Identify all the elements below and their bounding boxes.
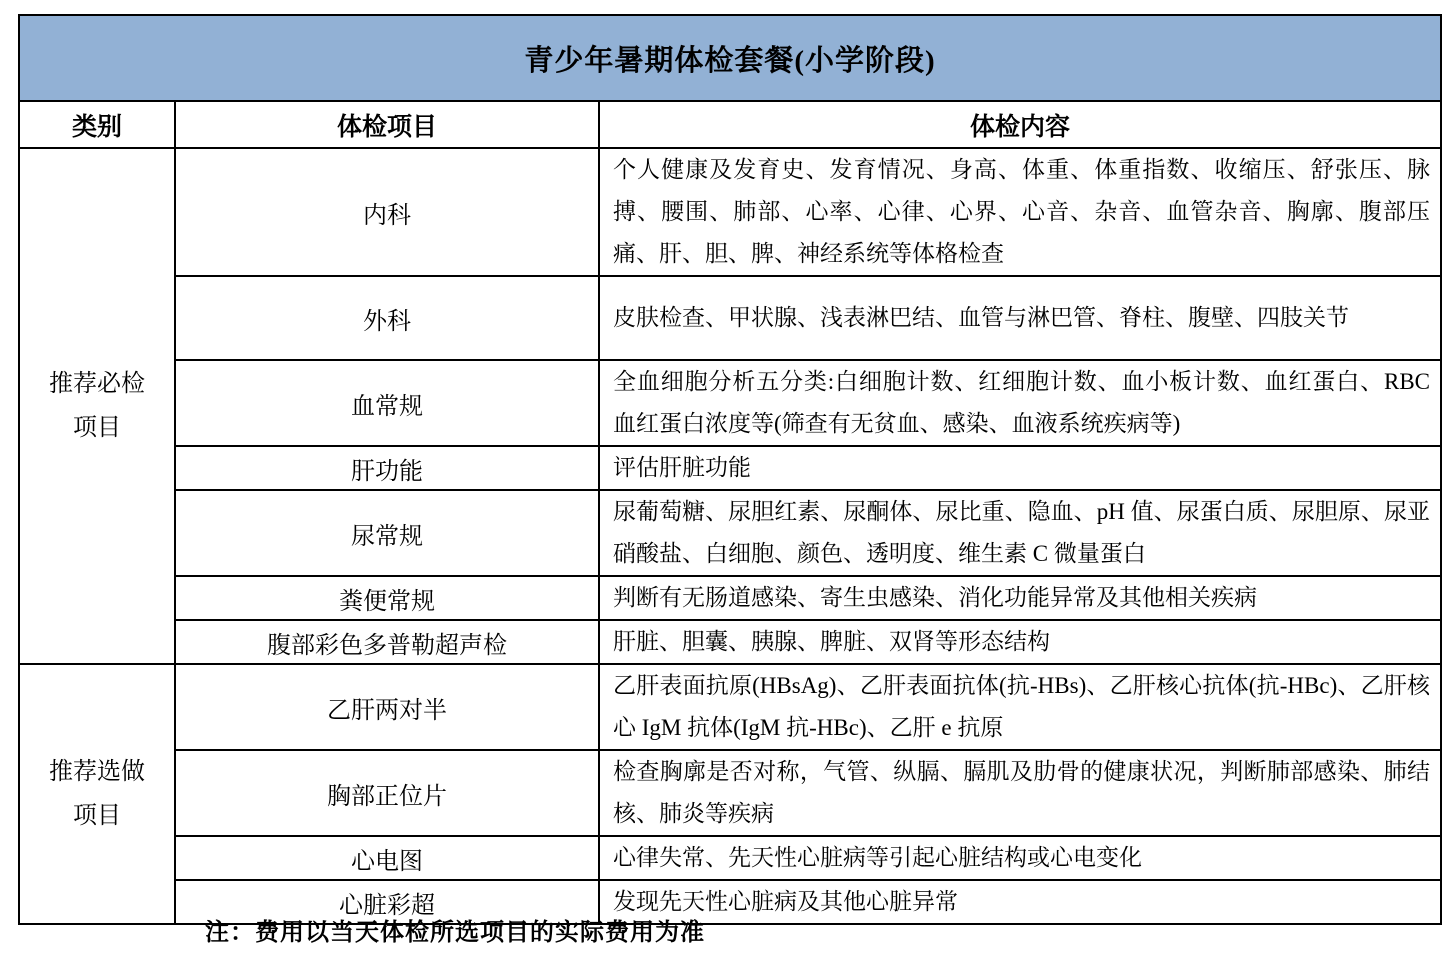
exam-item-cell: 血常规 xyxy=(175,360,599,446)
table-row xyxy=(19,490,1441,576)
table-row xyxy=(19,276,1441,360)
table-row xyxy=(19,360,1441,446)
exam-item-cell: 粪便常规 xyxy=(175,576,599,620)
exam-item-cell: 乙肝两对半 xyxy=(175,664,599,750)
exam-content-cell: 乙肝表面抗原(HBsAg)、乙肝表面抗体(抗-HBs)、乙肝核心抗体(抗-HBc)、乙肝核心 IgM 抗体(IgM 抗-HBc)、乙肝 e 抗原 xyxy=(599,664,1441,750)
column-header-item: 体检项目 xyxy=(175,101,599,148)
table-row xyxy=(19,750,1441,836)
exam-package-table xyxy=(18,14,1442,925)
exam-item-cell: 心脏彩超 xyxy=(175,880,599,924)
table-row xyxy=(19,664,1441,750)
table-row xyxy=(19,148,1441,276)
header-row xyxy=(19,101,1441,148)
exam-content-cell: 肝脏、胆囊、胰腺、脾脏、双肾等形态结构 xyxy=(599,620,1441,664)
exam-content-cell: 全血细胞分析五分类:白细胞计数、红细胞计数、血小板计数、血红蛋白、RBC 血红蛋白浓度等(筛查有无贫血、感染、血液系统疾病等) xyxy=(599,360,1441,446)
footnote: 注：费用以当天体检所选项目的实际费用为准 xyxy=(205,920,705,946)
exam-content-cell: 皮肤检查、甲状腺、浅表淋巴结、血管与淋巴管、脊柱、腹壁、四肢关节 xyxy=(599,276,1441,360)
exam-item-cell: 外科 xyxy=(175,276,599,360)
column-header-content: 体检内容 xyxy=(599,101,1441,148)
exam-item-cell: 心电图 xyxy=(175,836,599,880)
exam-content-cell: 发现先天性心脏病及其他心脏异常 xyxy=(599,880,1441,924)
exam-item-cell: 肝功能 xyxy=(175,446,599,490)
exam-content-cell: 尿葡萄糖、尿胆红素、尿酮体、尿比重、隐血、pH 值、尿蛋白质、尿胆原、尿亚硝酸盐、白细胞、颜色、透明度、维生素 C 微量蛋白 xyxy=(599,490,1441,576)
column-header-category: 类别 xyxy=(19,101,175,148)
category-label-line: 推荐必检 xyxy=(49,371,145,397)
exam-content-cell: 心律失常、先天性心脏病等引起心脏结构或心电变化 xyxy=(599,836,1441,880)
exam-content-cell: 个人健康及发育史、发育情况、身高、体重、体重指数、收缩压、舒张压、脉搏、腰围、肺部、心率、心律、心界、心音、杂音、血管杂音、胸廓、腹部压痛、肝、胆、脾、神经系统等体格检查 xyxy=(599,148,1441,276)
exam-item-cell: 胸部正位片 xyxy=(175,750,599,836)
exam-content-cell: 判断有无肠道感染、寄生虫感染、消化功能异常及其他相关疾病 xyxy=(599,576,1441,620)
category-cell-optional xyxy=(19,664,175,924)
exam-content-cell: 检查胸廓是否对称，气管、纵膈、膈肌及肋骨的健康状况，判断肺部感染、肺结核、肺炎等疾病 xyxy=(599,750,1441,836)
exam-content-cell: 评估肝脏功能 xyxy=(599,446,1441,490)
table-row xyxy=(19,620,1441,664)
exam-item-cell: 内科 xyxy=(175,148,599,276)
category-cell-required xyxy=(19,148,175,664)
title-row xyxy=(19,15,1441,101)
package-title: 青少年暑期体检套餐(小学阶段) xyxy=(19,15,1441,101)
table-row xyxy=(19,576,1441,620)
category-label-line: 项目 xyxy=(73,803,121,829)
exam-item-cell: 腹部彩色多普勒超声检 xyxy=(175,620,599,664)
category-label-line: 推荐选做 xyxy=(49,759,145,785)
table-row xyxy=(19,446,1441,490)
category-label-line: 项目 xyxy=(73,415,121,441)
exam-item-cell: 尿常规 xyxy=(175,490,599,576)
table-row xyxy=(19,836,1441,880)
